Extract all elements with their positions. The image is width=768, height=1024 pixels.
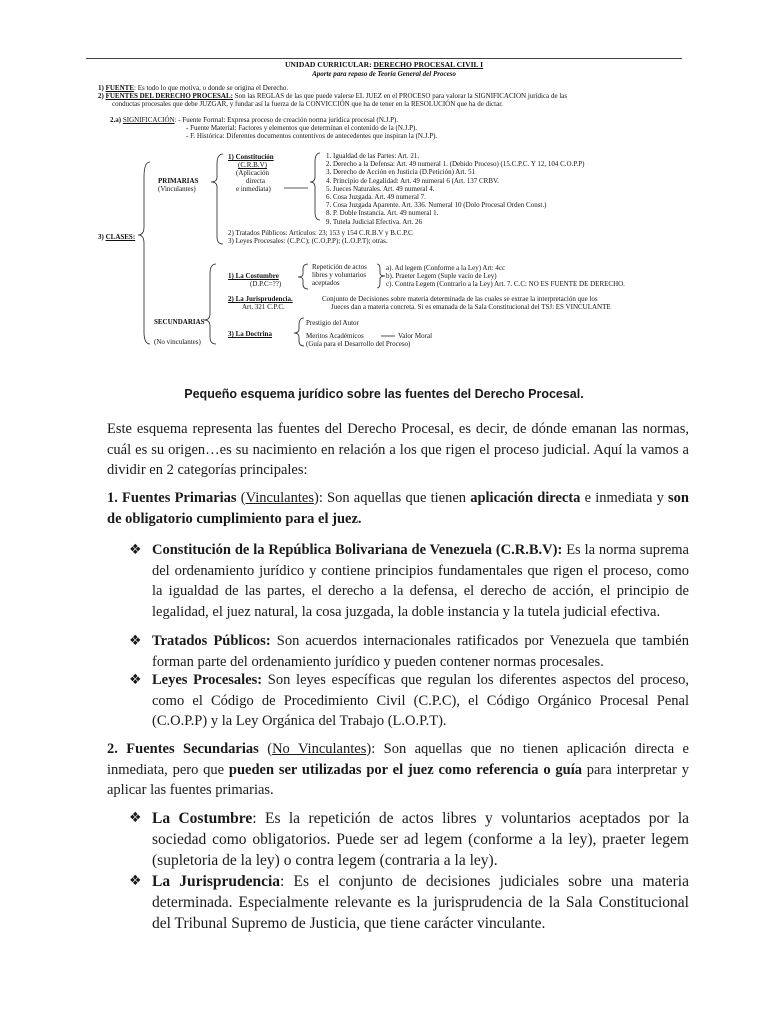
costumbre-desc-1: libres y voluntarios [312,271,367,279]
bullet-text: Son leyes específicas que regulan los diferentes aspectos del proceso, como el Código de Procedimiento Civil (C.P.C), el Código Orgánico Procesal Penal (C.O.P.P) y la Ley Orgánica del Trabajo (L.O.P.T). [152,672,689,729]
diamond-bullet-icon: ❖ [129,873,142,889]
diamond-bullet-icon: ❖ [129,672,142,688]
doctrina-line-2: Valor Moral [398,332,433,340]
primarias-sub: (Vinculantes) [158,185,196,193]
sig-label: SIGNIFICACIÓN [122,116,175,124]
doctrina-line-3: (Guía para el Desarrollo del Proceso) [306,340,411,348]
costumbre-type-0: a). Ad legem (Conforme a la Ley) Art: 4cc [386,264,506,272]
jurisprudencia-desc-b: Jueces dan a materia concreta. Si es emanada de la Sala Constitucional del TSJ: ES VINCULANTE [331,303,611,311]
bullet-text: Es la norma suprema del ordenamiento jurídico y contiene principios fundamentales que rigen el proceso, como la igualdad de las partes, el derecho a la defensa, el derecho de acción, el principio de legalidad, el juez natural, la cosa juzgada, la doble instancia y la tutela judicial efectiva. [152,542,689,620]
primarias-bold-a: aplicación directa [470,490,581,506]
secundarias-text-b: para interpretar y aplicar las fuentes primarias. [107,761,689,798]
principio-item: 7. Cosa Juzgada Aparente. Art. 336. Numeral 10 (Dolo Procesal Orden Const.) [326,201,547,210]
secundarias-label: SECUNDARIAS [154,318,205,326]
schema-subtitle: Aporte para repaso de Teoría General del Proceso [312,70,456,78]
primarias-tag: Vinculantes [245,490,314,506]
diamond-bullet-icon: ❖ [129,542,142,558]
jurisprudencia-desc-a: Conjunto de Decisiones sobre materia determinada de las cuales se extrae la interpretación que los [322,295,598,303]
item1-label: FUENTE [105,84,134,92]
directa-label: directa [246,177,266,185]
sig-line-1: - Fuente Material: Factores y elementos que determinan el contenido de la (N.J.P). [186,124,418,132]
leyes-line: 3) Leyes Procesales: (C.P.C); (C.O.P.P); (L.O.P.T); otras. [228,237,388,245]
principio-item: 6. Cosa Juzgada. Art. 49 numeral 7. [326,193,426,201]
principio-item: 1. Igualdad de las Partes: Art. 21. [326,152,420,160]
constitucion-label: 1) Constitución [228,153,274,161]
costumbre-desc-0: Repetición de actos [312,263,367,271]
inmediata-label: e inmediata) [236,185,271,193]
principio-item: 8. P. Doble Instancia. Art. 49 numeral 1. [326,209,439,218]
clases-num: 3) [98,233,104,241]
secundarias-sub: (No vinculantes) [154,338,201,346]
jurisprudencia-label: 2) La Jurisprudencia. [228,295,293,303]
tratados-line: 2) Tratados Públicos: Artículos: 23; 153 y 154 C.R.B.V y B.C.P.C [228,229,413,237]
costumbre-type-1: b). Praeter Legem (Suple vacío de Ley) [386,272,497,280]
costumbre-sub: (D.P.C=??) [250,280,282,288]
secundarias-heading: 2. Fuentes Secundarias [107,741,259,757]
jurisprudencia-sub: Art. 321 C.P.C. [242,303,285,311]
secundarias-tag: No Vinculantes [272,741,367,757]
primarias-heading: 1. Fuentes Primarias [107,490,237,506]
bullet-text: Son acuerdos internacionales ratificados por Venezuela que también forman parte del ordenamiento jurídico y pueden contener normas procesales. [152,633,689,670]
diamond-bullet-icon: ❖ [129,810,142,826]
bullet-title: Tratados Públicos: [152,633,271,649]
principio-item: 4. Principio de Legalidad: Art. 49 numeral 6 (Art. 137 CRBV. [326,176,499,185]
secundarias-text-a: : Son aquellas que no tienen aplicación directa e inmediata, pero que [107,741,689,778]
item2-num: 2) [98,92,104,100]
sig-num: 2.a) [110,116,122,124]
figure-caption: Pequeño esquema jurídico sobre las fuentes del Derecho Procesal. [184,387,584,401]
doctrina-line-1: Meritos Académicos [306,332,364,340]
principio-item: 2. Derecho a la Defensa: Art. 49 numeral 1. (Debido Proceso) (15.C.P.C. Y 12, 104 C.O.P.P) [326,160,585,169]
bullet-text: : Es la repetición de actos libres y voluntarios aceptados por la sociedad como obligatorios. Puede ser ad legem (conforme a la ley), praeter legem (supletoria de la ley) o contra legem (contraria a la ley). [152,810,689,869]
diamond-bullet-icon: ❖ [129,633,142,649]
legal-schema-image [86,52,682,357]
principio-item: 9. Tutela Judicial Efectiva. Art. 26 [326,217,423,226]
item1-text: : Es todo lo que motiva, o donde se origina el Derecho. [134,84,289,92]
primarias-text-a: : Son aquellas que tienen [318,490,471,506]
bullet-text: : Es el conjunto de decisiones judiciales sobre una materia determinada. Especialmente relevante es la jurisprudencia de la Sala Constitucional del Tribunal Supremo de Justicia, que tiene carácter vinculante. [152,873,689,932]
doctrina-line-0: Prestigio del Autor [306,319,359,327]
primarias-bold-b: son de obligatorio cumplimiento para el juez. [107,490,689,527]
bullet-title: Constitución de la República Bolivariana de Venezuela (C.R.B.V): [152,542,563,558]
primarias-text-b: e inmediata y [580,490,669,506]
schema-title-subject: DERECHO PROCESAL CIVIL I [373,60,484,69]
bullet-title: La Costumbre [152,810,253,827]
principio-item: 5. Jueces Naturales. Art. 49 numeral 4. [326,184,435,193]
bullet-title: La Jurisprudencia [152,873,281,890]
primarias-paragraph: 1. Fuentes Primarias (Vinculantes): Son aquellas que tienen aplicación directa e inmediata y son de obligatorio cumplimiento para el juez. [107,490,689,527]
schema-title-prefix: UNIDAD CURRICULAR: [284,60,372,69]
doctrina-label: 3) La Doctrina [228,330,272,338]
clases-label: CLASES: [105,233,136,241]
costumbre-desc-2: aceptados [312,279,340,287]
aplicacion-label: (Aplicación [236,169,270,177]
primarias-label: PRIMARIAS [158,177,199,185]
intro-paragraph: Este esquema representa las fuentes del Derecho Procesal, es decir, de dónde emanan las normas, cuál es su origen…es su nacimiento en relación a los que rigen el proceso judicial. Aquí la vamos a dividir en 2 categorías principales: [107,421,689,478]
bullet-title: Leyes Procesales: [152,672,263,688]
item1-num: 1) [98,84,104,92]
costumbre-type-2: c). Contra Legem (Contrario a la Ley) Art. 7. C.C: NO ES FUENTE DE DERECHO. [386,280,625,288]
sig-line-2: - F. Histórica: Diferentes documentos contentivos de antecedentes que inspiran la (N.J.P). [186,132,438,140]
sig-line-0: : - Fuente Formal: Expresa proceso de creación norma jurídica procesal (N.J.P). [174,116,399,124]
secundarias-paragraph: 2. Fuentes Secundarias (No Vinculantes): Son aquellas que no tienen aplicación directa e inmediata, pero que pueden ser utilizadas por el juez como referencia o guía para interpretar y aplicar las fuentes primarias. [107,741,689,798]
costumbre-label: 1) La Costumbre [228,272,279,280]
secundarias-bold-a: pueden ser utilizadas por el juez como referencia o guía [228,761,582,778]
item2-text-a: Son las REGLAS de las que puede valerse EL JUEZ en el PROCESO para valorar la SIGNIFICACION jurídica de las [232,92,568,100]
crbv-label: (C.R.B.V) [238,161,267,169]
principio-item: 3. Derecho de Acción en Justicia (D.Petición) Art. 51 [326,168,476,177]
item2-label: FUENTES DEL DERECHO PROCESAL: [105,92,233,100]
item2-text-b: conductas procesales que debe JUZGAR, y fundar así la fuerza de la CONVICCIÓN que ha de tener en la RESOLUCIÓN que ha de dictar. [112,100,503,108]
